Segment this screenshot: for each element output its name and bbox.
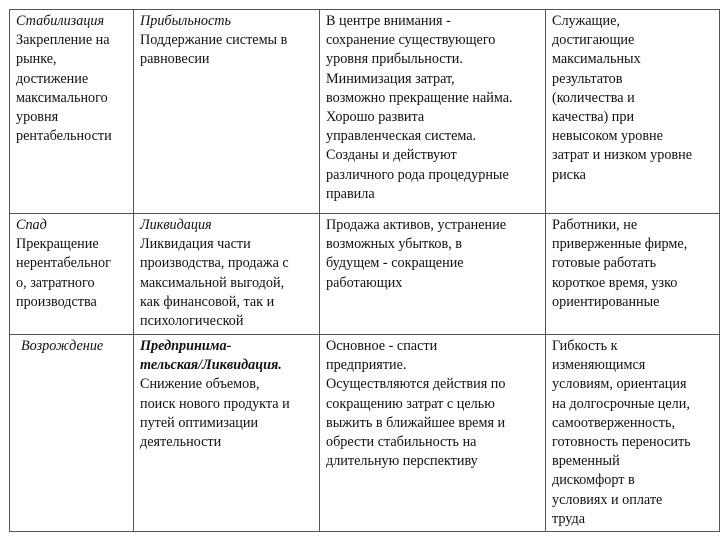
staff-line: на долгосрочные цели,: [552, 395, 690, 412]
stage-line: нерентабельног: [16, 255, 111, 272]
lifecycle-strategy-table: [9, 9, 720, 532]
staff-line: (количества и: [552, 89, 635, 106]
staff-line: готовые работать: [552, 255, 657, 272]
description-line: правила: [326, 185, 375, 202]
strategy-title: тельская/Ликвидация.: [140, 357, 282, 374]
strategy-line: Ликвидация части: [140, 236, 251, 253]
description-cell: [320, 214, 546, 335]
description-line: сохранение существующего: [326, 32, 496, 49]
table-row-revival: [10, 335, 720, 532]
strategy-title: Ликвидация: [140, 217, 212, 233]
staff-line: Работники, не: [552, 217, 638, 233]
stage-title: Стабилизация: [16, 13, 105, 29]
staff-line: дискомфорт в: [552, 472, 635, 489]
stage-line: достижение: [16, 70, 89, 87]
description-line: сокращению затрат с целью: [326, 395, 495, 412]
description-line: возможно прекращение найма.: [326, 89, 513, 106]
description-line: работающих: [326, 274, 403, 291]
stage-title: Возрождение: [21, 338, 104, 354]
stage-cell: [10, 335, 134, 532]
strategy-line: производства, продажа с: [140, 255, 289, 272]
staff-line: труда: [552, 510, 585, 527]
table-row-decline: [10, 214, 720, 335]
strategy-line: деятельности: [140, 434, 222, 451]
strategy-cell: [134, 335, 320, 532]
description-cell: [320, 335, 546, 532]
staff-line: самоотверженность,: [552, 414, 676, 431]
staff-line: достигающие: [552, 32, 635, 49]
staff-line: изменяющимся: [552, 357, 646, 374]
stage-line: максимального: [16, 89, 108, 106]
strategy-line: максимальной выгодой,: [140, 274, 285, 291]
description-line: Продажа активов, устранение: [326, 217, 506, 233]
stage-line: производства: [16, 293, 97, 310]
staff-line: риска: [552, 166, 586, 183]
staff-line: приверженные фирме,: [552, 236, 688, 253]
description-line: обрести стабильность на: [326, 434, 477, 451]
staff-line: условиях и оплате: [552, 491, 663, 508]
staff-line: невысоком уровне: [552, 128, 663, 145]
strategy-line: путей оптимизации: [140, 414, 259, 431]
stage-line: уровня: [16, 109, 59, 126]
staff-line: условиям, ориентация: [552, 376, 687, 393]
stage-cell: [10, 10, 134, 214]
description-line: возможных убытков, в: [326, 236, 462, 253]
description-line: Созданы и действуют: [326, 147, 457, 164]
description-line: Осуществляются действия по: [326, 376, 506, 393]
staff-line: максимальных: [552, 51, 641, 68]
staff-line: временный: [552, 453, 620, 470]
staff-line: результатов: [552, 70, 623, 87]
description-line: различного рода процедурные: [326, 166, 509, 183]
stage-line: Прекращение: [16, 236, 99, 253]
description-cell: [320, 10, 546, 214]
strategy-title: Прибыльность: [140, 13, 231, 29]
description-line: Хорошо развита: [326, 109, 425, 126]
description-line: управленческая система.: [326, 128, 477, 145]
description-line: выжить в ближайшее время и: [326, 414, 506, 431]
strategy-title: Предпринима-: [140, 338, 232, 354]
description-line: уровня прибыльности.: [326, 51, 463, 68]
strategy-line: Поддержание системы в: [140, 32, 288, 49]
stage-title: Спад: [16, 217, 47, 233]
strategy-line: Снижение объемов,: [140, 376, 260, 393]
description-line: Минимизация затрат,: [326, 70, 455, 87]
staff-line: готовность переносить: [552, 434, 691, 451]
description-line: Основное - спасти: [326, 338, 438, 354]
description-line: длительную перспективу: [326, 453, 478, 470]
strategy-cell: [134, 10, 320, 214]
description-line: В центре внимания -: [326, 13, 451, 29]
staff-cell: [546, 214, 720, 335]
staff-cell: [546, 335, 720, 532]
stage-line: Закрепление на: [16, 32, 110, 49]
staff-line: ориентированные: [552, 293, 660, 310]
strategy-line: поиск нового продукта и: [140, 395, 290, 412]
staff-line: Гибкость к: [552, 338, 618, 354]
staff-line: качества) при: [552, 109, 635, 126]
strategy-line: как финансовой, так и: [140, 293, 275, 310]
staff-line: затрат и низком уровне: [552, 147, 692, 164]
strategy-cell: [134, 214, 320, 335]
table-row-stabilization: [10, 10, 720, 214]
staff-line: короткое время, узко: [552, 274, 678, 291]
strategy-line: равновесии: [140, 51, 210, 68]
description-line: будущем - сокращение: [326, 255, 464, 272]
stage-line: рынке,: [16, 51, 57, 68]
description-line: предприятие.: [326, 357, 407, 374]
stage-line: о, затратного: [16, 274, 95, 291]
stage-cell: [10, 214, 134, 335]
stage-line: рентабельности: [16, 128, 112, 145]
staff-line: Служащие,: [552, 13, 620, 29]
strategy-line: психологической: [140, 313, 244, 330]
staff-cell: [546, 10, 720, 214]
